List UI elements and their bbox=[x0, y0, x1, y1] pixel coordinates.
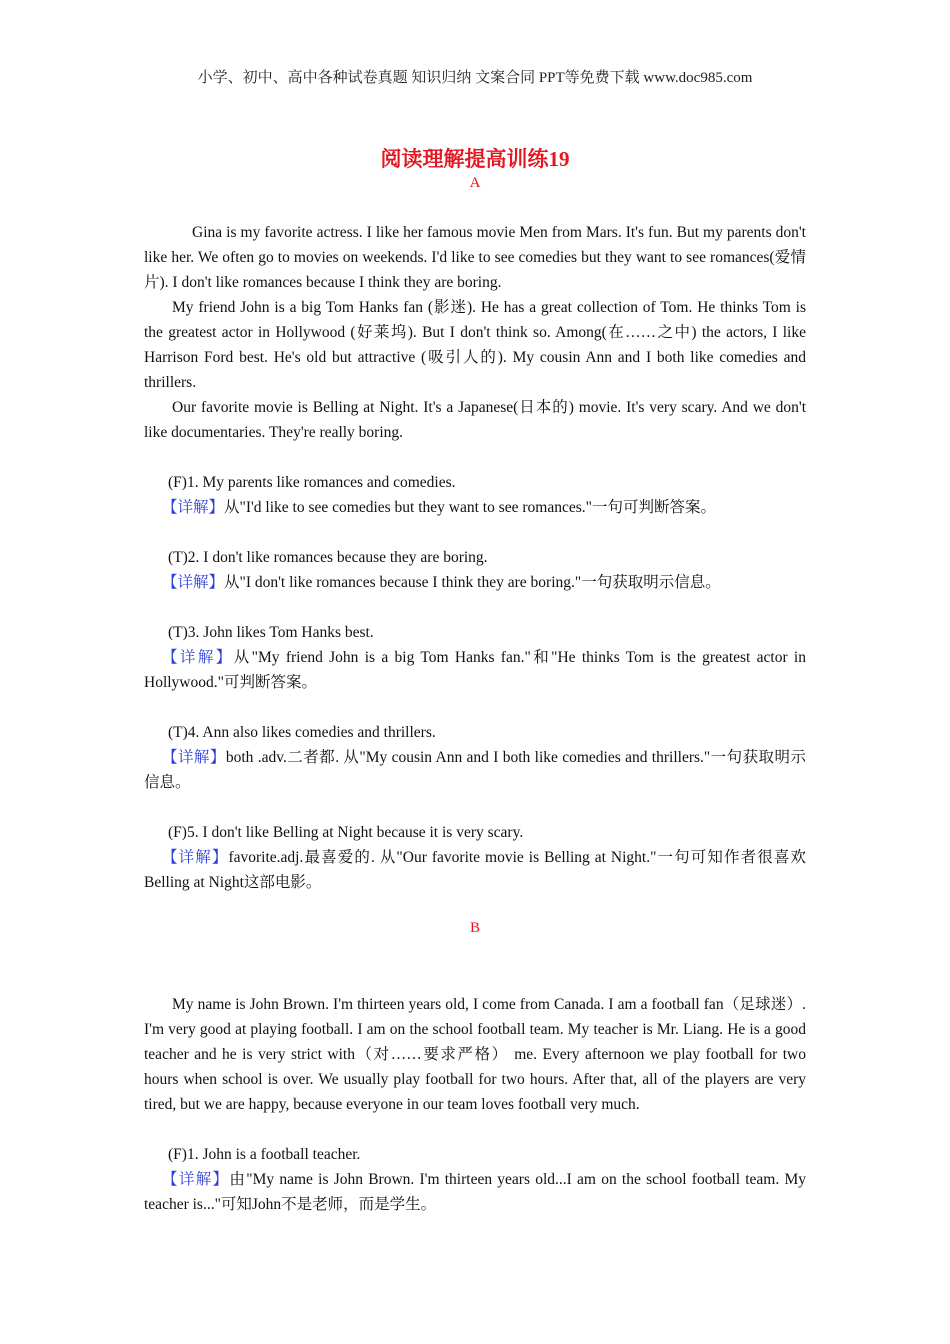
section-a-content bbox=[144, 220, 806, 895]
question-a-4: (T)4. Ann also likes comedies and thrillers. bbox=[168, 724, 436, 741]
explanation-tag: 【详解】 bbox=[162, 649, 234, 666]
explanation-tag: 【详解】 bbox=[162, 574, 225, 591]
explanation-tag: 【详解】 bbox=[162, 499, 225, 516]
question-a-5: (F)5. I don't like Belling at Night because it is very scary. bbox=[168, 824, 524, 841]
passage-a-paragraph-3: Our favorite movie is Belling at Night. It's a Japanese(日本的) movie. It's very scary. And we don't like documentaries. They're really boring. bbox=[144, 399, 806, 441]
explanation-tag: 【详解】 bbox=[162, 849, 229, 866]
explanation-tag: 【详解】 bbox=[162, 1171, 230, 1188]
question-a-3: (T)3. John likes Tom Hanks best. bbox=[168, 624, 374, 641]
explanation-a-3: 【详解】从"My friend John is a big Tom Hanks fan."和"He thinks Tom is the greatest actor in Hollywood."可判断答案。 bbox=[144, 649, 806, 691]
question-a-2: (T)2. I don't like romances because they are boring. bbox=[168, 549, 488, 566]
passage-a-paragraph-1: Gina is my favorite actress. I like her famous movie Men from Mars. It's fun. But my parents don't like her. We often go to movies on weekends. I'd like to see comedies but they want to see romances(爱情片). I don't like romances because I think they are boring. bbox=[144, 224, 806, 291]
explanation-a-5: 【详解】favorite.adj.最喜爱的. 从"Our favorite movie is Belling at Night."一句可知作者很喜欢Belling at Night这部电影。 bbox=[144, 849, 806, 891]
question-b-1: (F)1. John is a football teacher. bbox=[168, 1146, 361, 1163]
section-a-label: A bbox=[469, 175, 481, 191]
section-b-content bbox=[144, 992, 806, 1217]
explanation-b-1: 【详解】由"My name is John Brown. I'm thirteen years old...I am on the school football team. My teacher is..."可知John不是老师，而是学生。 bbox=[144, 1171, 806, 1213]
question-a-1: (F)1. My parents like romances and comedies. bbox=[168, 474, 456, 491]
page-header: 小学、初中、高中各种试卷真题 知识归纳 文案合同 PPT等免费下载 www.doc985.com bbox=[197, 70, 753, 86]
section-b-label: B bbox=[469, 920, 480, 936]
explanation-tag: 【详解】 bbox=[162, 749, 226, 766]
explanation-a-2: 【详解】从"I don't like romances because I think they are boring."一句获取明示信息。 bbox=[162, 574, 721, 591]
explanation-a-4: 【详解】both .adv.二者都. 从"My cousin Ann and I both like comedies and thrillers."一句获取明示信息。 bbox=[144, 749, 806, 791]
passage-b-paragraph: My name is John Brown. I'm thirteen years old, I come from Canada. I am a football fan（足球迷）. I'm very good at playing football. I am on the school football team. My teacher is Mr. Liang. He is a good teacher and he is very strict with（对……要求严格） me. Every afternoon we play football for two hours when school is over. We usually play football for two hours. After that, all of the players are very tired, but we are happy, because everyone in our team loves football very much. bbox=[144, 996, 806, 1113]
explanation-a-1: 【详解】从"I'd like to see comedies but they want to see romances."一句可判断答案。 bbox=[162, 499, 716, 516]
passage-a-paragraph-2: My friend John is a big Tom Hanks fan (影迷). He has a great collection of Tom. He thinks Tom is the greatest actor in Hollywood (好莱坞). But I don't think so. Among(在……之中) the actors, I like Harrison Ford best. He's old but attractive (吸引人的). My cousin Ann and I both like comedies and thrillers. bbox=[144, 299, 806, 391]
page-title: 阅读理解提高训练19 bbox=[380, 147, 570, 171]
